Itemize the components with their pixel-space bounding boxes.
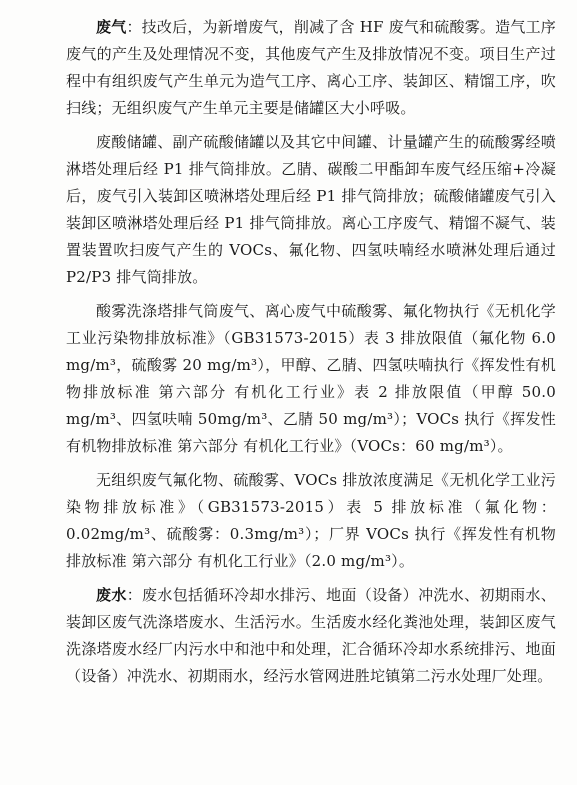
paragraph-emission-standards [66, 298, 556, 460]
heading-waste-water: 废水 [96, 586, 127, 604]
paragraph-text: 酸雾洗涤塔排气筒废气、离心废气中硫酸雾、氟化物执行《无机化学工业污染物排放标准》（GB31573-2015）表 3 排放限值（氟化物 6.0 mg/m³，硫酸雾 20 mg/m³），甲醇、乙腈、四氢呋喃执行《挥发性有机物排放标准 第六部分 有机化工行业》表 2 排放限值（甲醇 50.0 mg/m³、四氢呋喃 50mg/m³、乙腈 50 mg/m³）；VOCs 执行《挥发性有机物排放标准 第六部分 有机化工行业》（VOCs：60 mg/m³）。 [66, 302, 556, 455]
paragraph-acid-mist-treatment [66, 129, 556, 291]
paragraph-text: 废酸储罐、副产硫酸储罐以及其它中间罐、计量罐产生的硫酸雾经喷淋塔处理后经 P1 排气筒排放。乙腈、碳酸二甲酯卸车废气经压缩+冷凝后，废气引入装卸区喷淋塔处理后经 P1 排气筒排放；硫酸储罐废气引入装卸区喷淋塔处理后经 P1 排气筒排放。离心工序废气、精馏不凝气、装置装置吹扫废气产生的 VOCs、氟化物、四氢呋喃经水喷淋处理后通过 P2/P3 排气筒排放。 [66, 133, 556, 286]
document-body [66, 14, 556, 697]
heading-waste-gas: 废气 [96, 18, 127, 36]
paragraph-fugitive-emissions [66, 467, 556, 575]
paragraph-text: ：废水包括循环冷却水排污、地面（设备）冲洗水、初期雨水、装卸区废气洗涤塔废水、生活污水。生活废水经化粪池处理，装卸区废气洗涤塔废水经厂内污水中和池中和处理，汇合循环冷却水系统排污、地面（设备）冲洗水、初期雨水，经污水管网进胜坨镇第二污水处理厂处理。 [66, 586, 556, 685]
paragraph-waste-water [66, 582, 556, 690]
paragraph-text: ：技改后，为新增废气，削减了含 HF 废气和硫酸雾。造气工序废气的产生及处理情况不变，其他废气产生及排放情况不变。项目生产过程中有组织废气产生单元为造气工序、离心工序、装卸区、精馏工序，吹扫线；无组织废气产生单元主要是储罐区大小呼吸。 [66, 18, 557, 117]
paragraph-waste-gas [66, 14, 556, 122]
paragraph-text: 无组织废气氟化物、硫酸雾、VOCs 排放浓度满足《无机化学工业污染物排放标准》（GB31573-2015）表 5 排放标准（氟化物：0.02mg/m³、硫酸雾：0.3mg/m³）；厂界 VOCs 执行《挥发性有机物排放标准 第六部分 有机化工行业》（2.0 mg/m³）。 [66, 471, 556, 570]
